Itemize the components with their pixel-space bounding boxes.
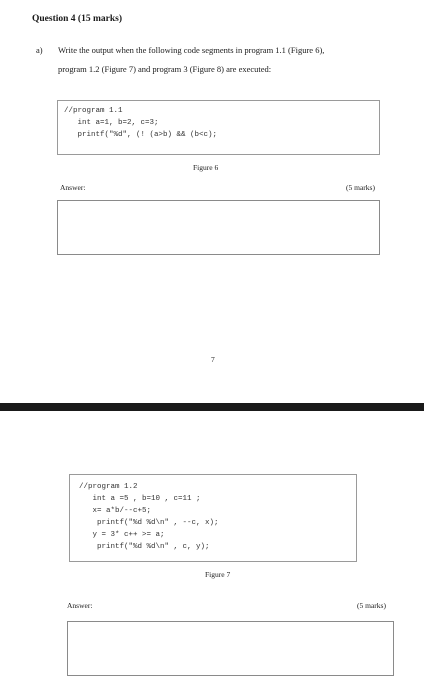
- code-line: printf("%d", (! (a>b) && (b<c);: [64, 131, 218, 139]
- answer-label: Answer:: [60, 183, 86, 192]
- code-line: int a =5 , b=10 , c=11 ;: [79, 495, 201, 503]
- code-line: x= a*b/--c+5;: [79, 507, 152, 515]
- answer-box[interactable]: [57, 200, 380, 255]
- code-line: //program 1.1: [64, 107, 123, 115]
- code-line: y = 3* c++ >= a;: [79, 531, 165, 539]
- part-label: a): [36, 45, 43, 55]
- marks-label: (5 marks): [346, 183, 375, 192]
- marks-label: (5 marks): [357, 601, 386, 610]
- code-box-program-1-2: [69, 474, 357, 562]
- instruction-line-1: Write the output when the following code segments in program 1.1 (Figure 6),: [58, 45, 325, 55]
- code-line: //program 1.2: [79, 483, 138, 491]
- code-line: int a=1, b=2, c=3;: [64, 119, 159, 127]
- figure-caption: Figure 6: [193, 163, 219, 172]
- code-line: printf("%d %d\n" , --c, x);: [79, 519, 219, 527]
- code-line: printf("%d %d\n" , c, y);: [79, 543, 210, 551]
- figure-caption: Figure 7: [205, 570, 231, 579]
- code-box-program-1-1: [57, 100, 380, 155]
- page-divider: [0, 403, 424, 411]
- page-number: 7: [211, 355, 215, 364]
- answer-box[interactable]: [67, 621, 394, 676]
- answer-label: Answer:: [67, 601, 93, 610]
- question-title: Question 4 (15 marks): [32, 14, 122, 24]
- instruction-line-2: program 1.2 (Figure 7) and program 3 (Figure 8) are executed:: [58, 64, 272, 74]
